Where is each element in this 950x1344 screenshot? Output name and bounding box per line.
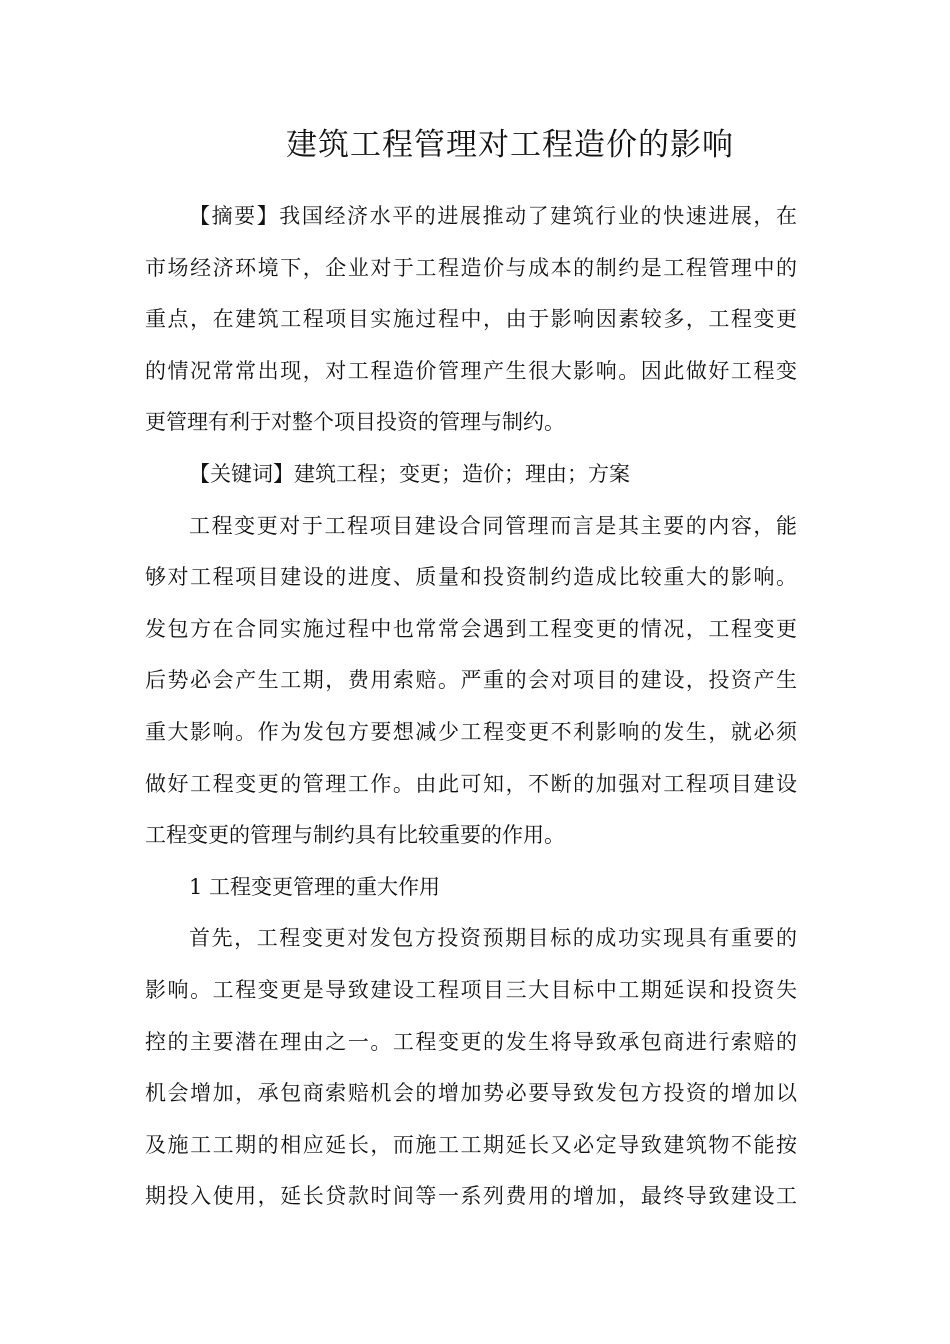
abstract-line-5: 更管理有利于对整个项目投资的管理与制约。 — [145, 410, 565, 435]
section-heading: 1 工程变更管理的重大作用 — [189, 874, 441, 899]
section-line-1: 首先，工程变更对发包方投资预期目标的成功实现具有重要的 — [189, 926, 797, 951]
abstract-line-4: 的情况常常出现，对工程造价管理产生很大影响。因此做好工程变 — [145, 358, 797, 383]
section-line-4: 机会增加，承包商索赔机会的增加势必要导致发包方投资的增加以 — [145, 1081, 797, 1106]
intro-line-1: 工程变更对于工程项目建设合同管理而言是其主要的内容，能 — [189, 513, 797, 538]
intro-line-6: 做好工程变更的管理工作。由此可知，不断的加强对工程项目建设 — [145, 771, 797, 796]
page-title: 建筑工程管理对工程造价的影响 — [286, 127, 734, 163]
intro-line-7: 工程变更的管理与制约具有比较重要的作用。 — [145, 823, 565, 848]
abstract-line-3: 重点，在建筑工程项目实施过程中，由于影响因素较多，工程变更 — [145, 307, 797, 332]
section-line-6: 期投入使用，延长贷款时间等一系列费用的增加，最终导致建设工 — [145, 1184, 797, 1209]
intro-line-3: 发包方在合同实施过程中也常常会遇到工程变更的情况，工程变更 — [145, 616, 797, 641]
intro-line-4: 后势必会产生工期，费用索赔。严重的会对项目的建设，投资产生 — [145, 668, 797, 693]
keywords-line: 【关键词】建筑工程；变更；造价；理由；方案 — [189, 461, 630, 486]
section-line-2: 影响。工程变更是导致建设工程项目三大目标中工期延误和投资失 — [145, 977, 797, 1002]
abstract-line-1: 【摘要】我国经济水平的进展推动了建筑行业的快速进展，在 — [189, 204, 797, 228]
section-line-3: 控的主要潜在理由之一。工程变更的发生将导致承包商进行索赔的 — [145, 1029, 797, 1054]
document-body — [145, 191, 797, 1223]
intro-line-5: 重大影响。作为发包方要想减少工程变更不利影响的发生，就必须 — [145, 719, 797, 744]
intro-line-2: 够对工程项目建设的进度、质量和投资制约造成比较重大的影响。 — [145, 565, 797, 590]
abstract-line-2: 市场经济环境下，企业对于工程造价与成本的制约是工程管理中的 — [145, 255, 797, 280]
section-line-5: 及施工工期的相应延长，而施工工期延长又必定导致建筑物不能按 — [145, 1132, 797, 1157]
